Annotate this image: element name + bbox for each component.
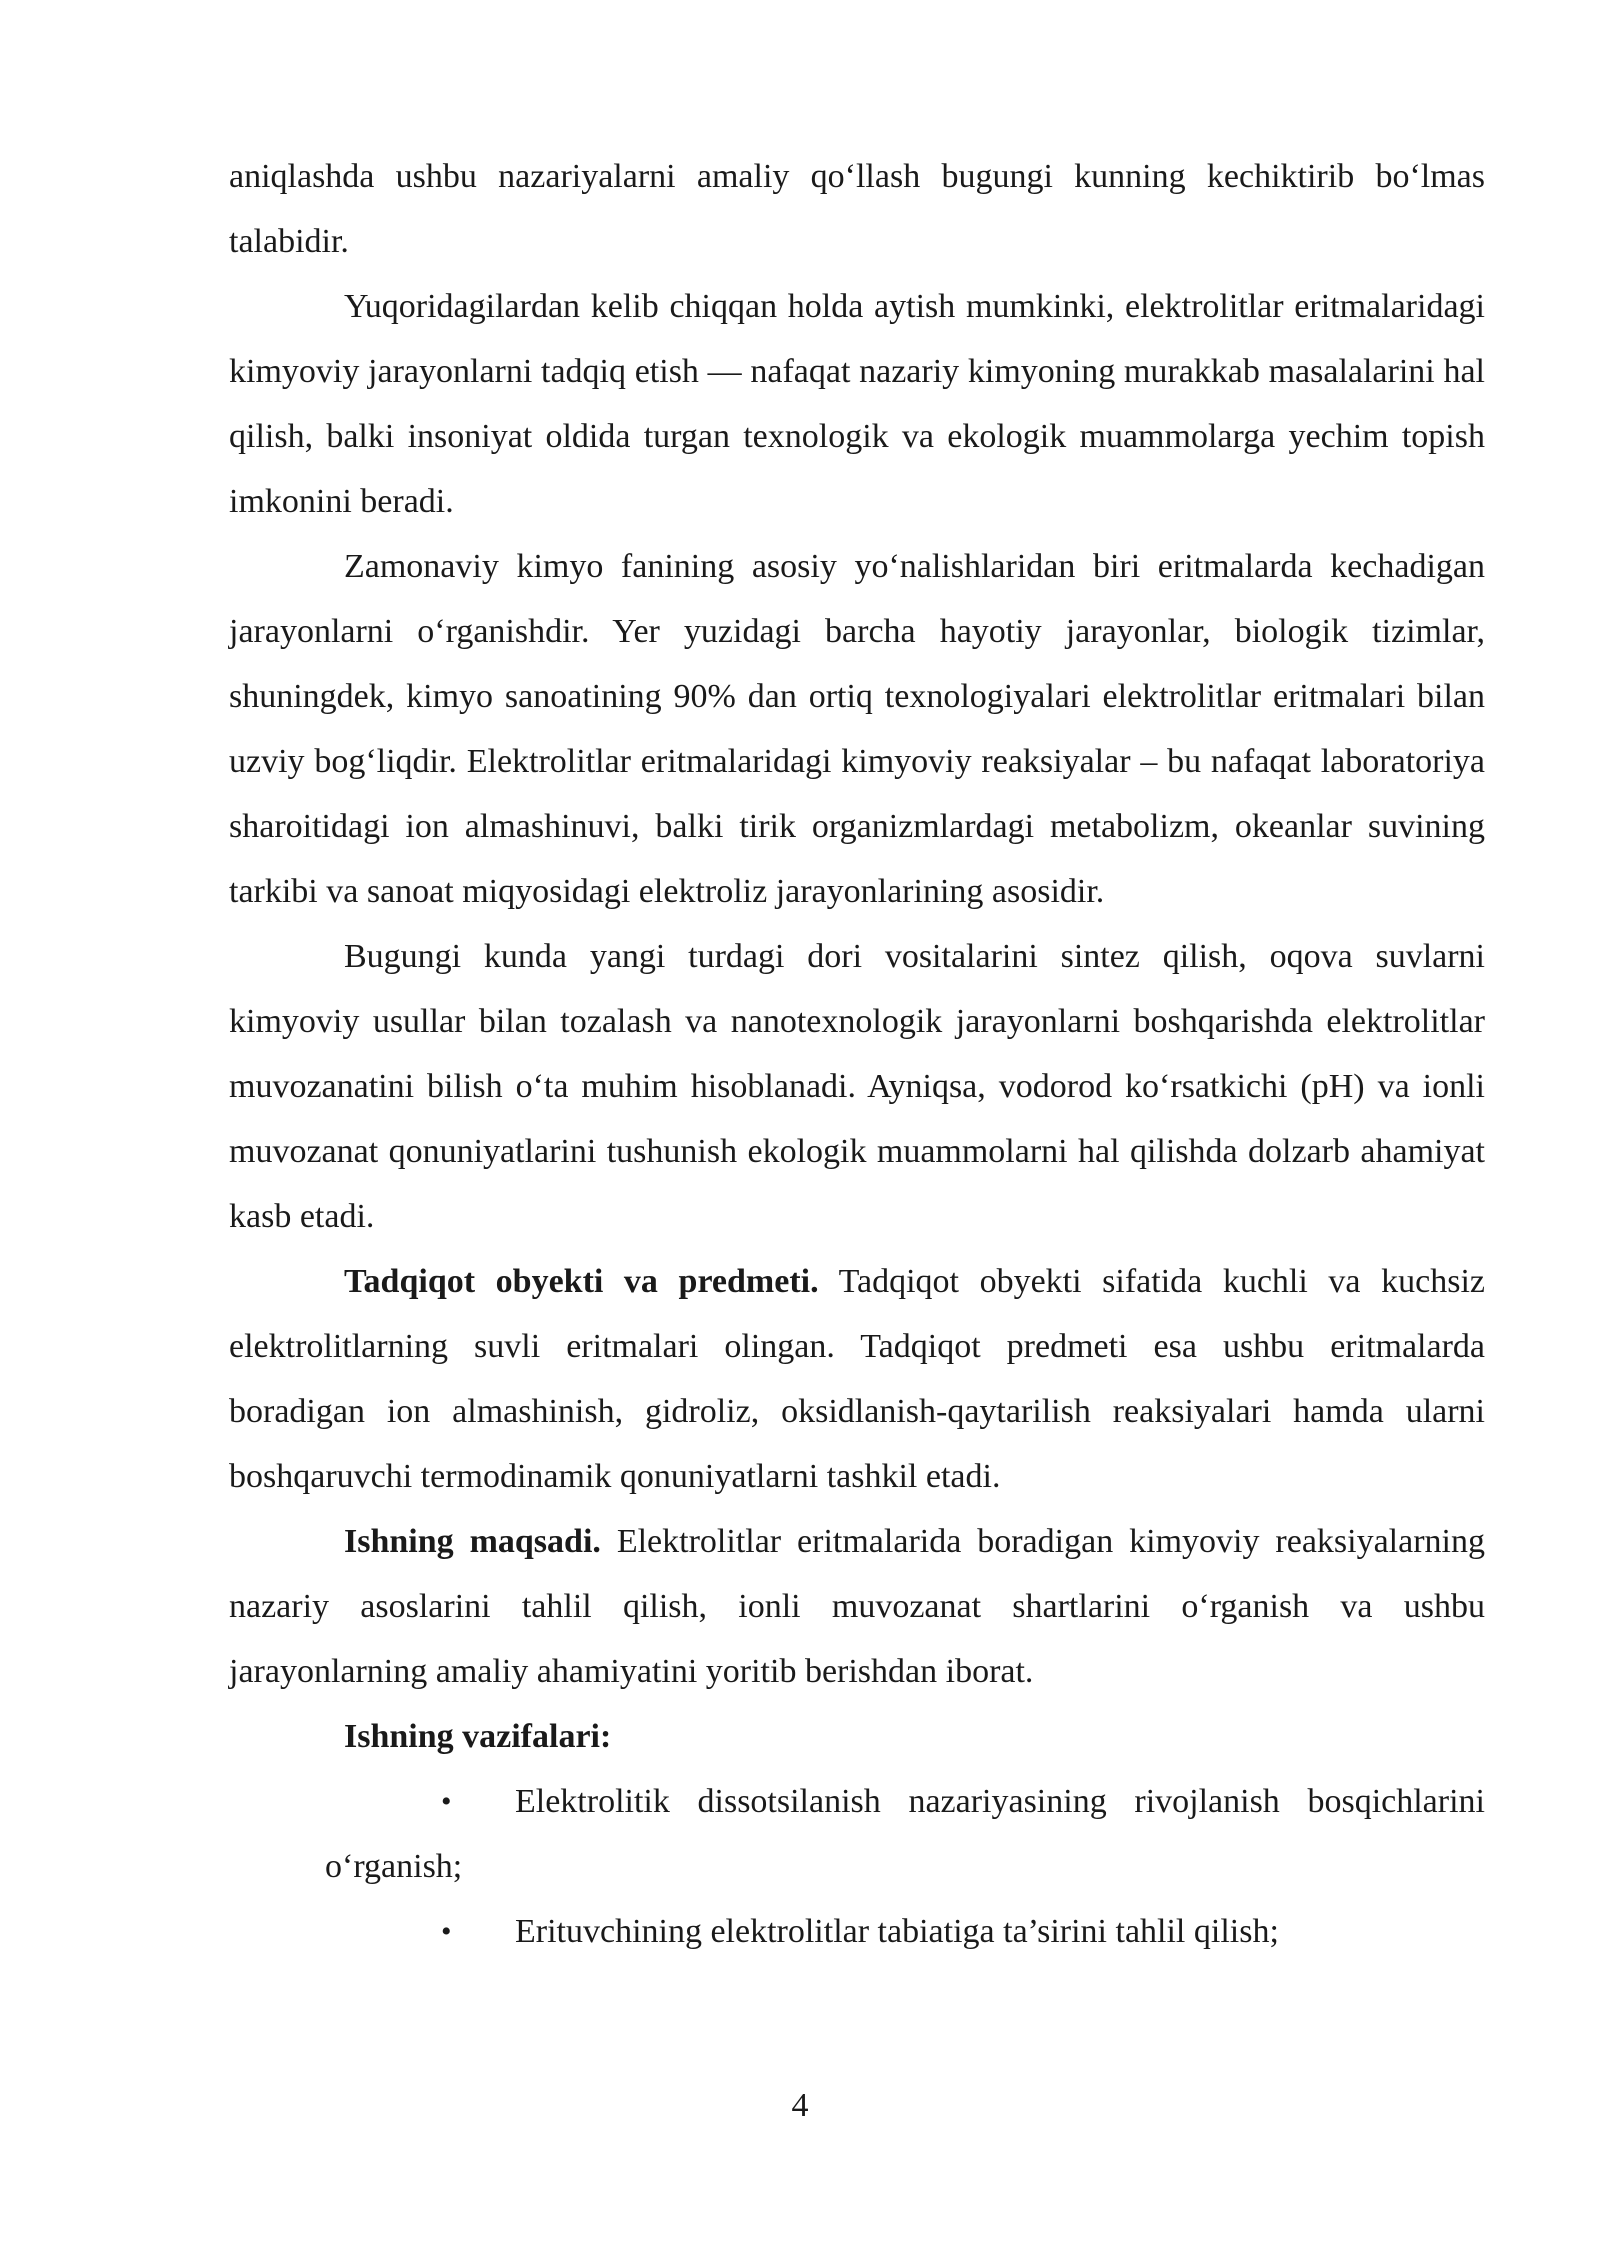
paragraph-continuation: aniqlashda ushbu nazariyalarni amaliy qo‘llash bugungi kunning kechiktirib bo‘lmas talabidir. (229, 158, 1485, 260)
bullet-icon: • (441, 1915, 452, 1948)
research-object-text: Tadqiqot obyekti sifatida kuchli va kuchsiz elektrolitlarning suvli eritmalari olingan. Tadqiqot predmeti esa ushbu eritmalarda boradigan ion almashinish, gidroliz, oksidlanish-qaytarilish reaksiyalari hamda ularni boshqaruvchi termodinamik qonuniyatlarni tashkil etadi. (229, 1263, 1485, 1495)
list-item-text: Erituvchining elektrolitlar tabiatiga ta’sirini tahlil qilish; (515, 1913, 1279, 1950)
paragraph-today: Bugungi kunda yangi turdagi dori vositalarini sintez qilish, oqova suvlarni kimyoviy usullar bilan tozalash va nanotexnologik jarayonlarni boshqarishda elektrolitlar muvozanatini bilish o‘ta muhim hisoblanadi. Ayniqsa, vodorod ko‘rsatkichi (pH) va ionli muvozanat qonuniyatlarini tushunish ekologik muammolarni hal qilishda dolzarb ahamiyat kasb etadi. (229, 938, 1485, 1235)
research-object-label: Tadqiqot obyekti va predmeti. (344, 1263, 819, 1300)
document-body (229, 144, 1485, 1964)
bullet-icon: • (441, 1785, 452, 1818)
list-item-text: Elektrolitik dissotsilanish nazariyasining rivojlanish bosqichlarini o‘rganish; (325, 1783, 1485, 1885)
paragraph-research-object (229, 1249, 1485, 1509)
goal-label: Ishning maqsadi. (344, 1523, 601, 1560)
page-number: 4 (791, 2087, 809, 2124)
paragraph-goal (229, 1509, 1485, 1704)
list-item (325, 1899, 1485, 1964)
goal-text: Elektrolitlar eritmalarida boradigan kimyoviy reaksiyalarning nazariy asoslarini tahlil qilish, ionli muvozanat shartlarini o‘rganish va ushbu jarayonlarning amaliy ahamiyatini yoritib berishdan iborat. (229, 1523, 1485, 1690)
tasks-heading: Ishning vazifalari: (344, 1718, 612, 1755)
paragraph-conclusion: Yuqoridagilardan kelib chiqqan holda aytish mumkinki, elektrolitlar eritmalaridagi kimyoviy jarayonlarni tadqiq etish — nafaqat nazariy kimyoning murakkab masalalarini hal qilish, balki insoniyat oldida turgan texnologik va ekologik muammolarga yechim topish imkonini beradi. (229, 288, 1485, 520)
paragraph-modern-chemistry: Zamonaviy kimyo fanining asosiy yo‘nalishlaridan biri eritmalarda kechadigan jarayonlarni o‘rganishdir. Yer yuzidagi barcha hayotiy jarayonlar, biologik tizimlar, shuningdek, kimyo sanoatining 90% dan ortiq texnologiyalari elektrolitlar eritmalari bilan uzviy bog‘liqdir. Elektrolitlar eritmalaridagi kimyoviy reaksiyalar – bu nafaqat laboratoriya sharoitidagi ion almashinuvi, balki tirik organizmlardagi metabolizm, okeanlar suvining tarkibi va sanoat miqyosidagi elektroliz jarayonlarining asosidir. (229, 548, 1485, 910)
list-item (325, 1769, 1485, 1899)
